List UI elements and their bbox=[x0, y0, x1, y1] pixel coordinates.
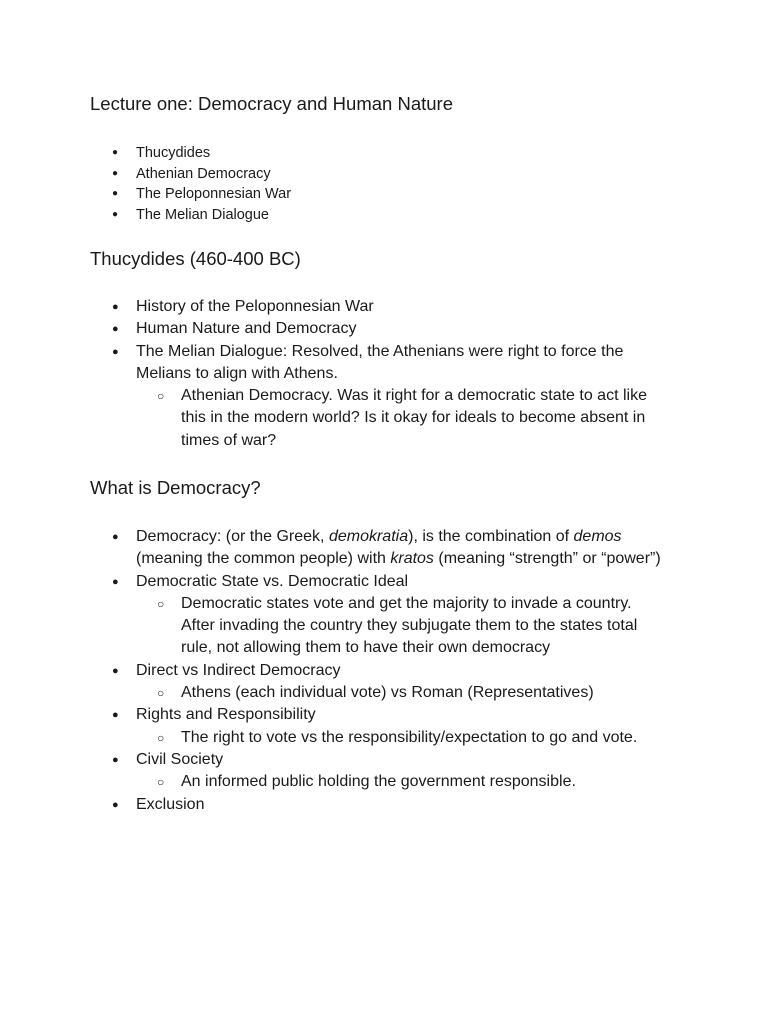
definition-text: (meaning the common people) with bbox=[136, 550, 391, 568]
item-line bbox=[136, 548, 661, 570]
item-line bbox=[136, 526, 661, 548]
topic-list bbox=[90, 143, 291, 226]
list-item-definition bbox=[90, 526, 661, 571]
list-item: ● The Peloponnesian War bbox=[90, 184, 291, 205]
item-line: ○ Athenian Democracy. Was it right for a democratic state to act like bbox=[181, 387, 647, 405]
greek-term: demokratia bbox=[328, 528, 409, 545]
greek-term: demos bbox=[573, 528, 622, 545]
greek-term: kratos bbox=[390, 550, 434, 568]
section-heading-democracy: What is Democracy? bbox=[90, 477, 261, 498]
sub-list-item bbox=[90, 385, 647, 452]
definition-text: Democracy: (or the Greek, bbox=[136, 528, 329, 545]
list-item: ● Direct vs Indirect Democracy bbox=[90, 660, 661, 682]
definition-text: ), is the combination of bbox=[408, 528, 574, 545]
list-item: ● Democratic State vs. Democratic Ideal bbox=[90, 571, 661, 593]
item-line: rule, not allowing them to have their own democracy bbox=[181, 639, 551, 657]
section-heading-thucydides: Thucydides (460-400 BC) bbox=[90, 248, 301, 269]
sub-list-item: ○ The right to vote vs the responsibility/expectation to go and vote. bbox=[90, 727, 661, 749]
list-item: ● Civil Society bbox=[90, 749, 661, 771]
list-item: ● Human Nature and Democracy bbox=[90, 318, 647, 340]
list-item-melian-dialogue bbox=[90, 341, 647, 386]
item-line: ● The Melian Dialogue: Resolved, the Athenians were right to force the bbox=[136, 342, 624, 360]
item-line: times of war? bbox=[181, 431, 277, 449]
list-item: ● History of the Peloponnesian War bbox=[90, 296, 647, 318]
list-item: ● Thucydides bbox=[90, 143, 291, 164]
list-item: ● The Melian Dialogue bbox=[90, 205, 291, 226]
item-line: ○ Democratic states vote and get the majority to invade a country. bbox=[181, 594, 632, 612]
democracy-list bbox=[90, 526, 661, 816]
list-item: ● Rights and Responsibility bbox=[90, 704, 661, 726]
sub-list-item bbox=[90, 593, 661, 660]
sub-list-item: ○ An informed public holding the government responsible. bbox=[90, 771, 661, 793]
definition-text: (meaning “strength” or “power”) bbox=[433, 550, 661, 568]
item-line: Melians to align with Athens. bbox=[136, 364, 338, 382]
item-line: this in the modern world? Is it okay for ideals to become absent in bbox=[181, 409, 646, 427]
item-line: After invading the country they subjugate them to the states total bbox=[181, 617, 638, 635]
sub-list-item: ○ Athens (each individual vote) vs Roman (Representatives) bbox=[90, 682, 661, 704]
thucydides-list bbox=[90, 296, 647, 452]
lecture-title: Lecture one: Democracy and Human Nature bbox=[90, 93, 453, 114]
list-item: ● Athenian Democracy bbox=[90, 164, 291, 185]
list-item: ● Exclusion bbox=[90, 794, 661, 816]
